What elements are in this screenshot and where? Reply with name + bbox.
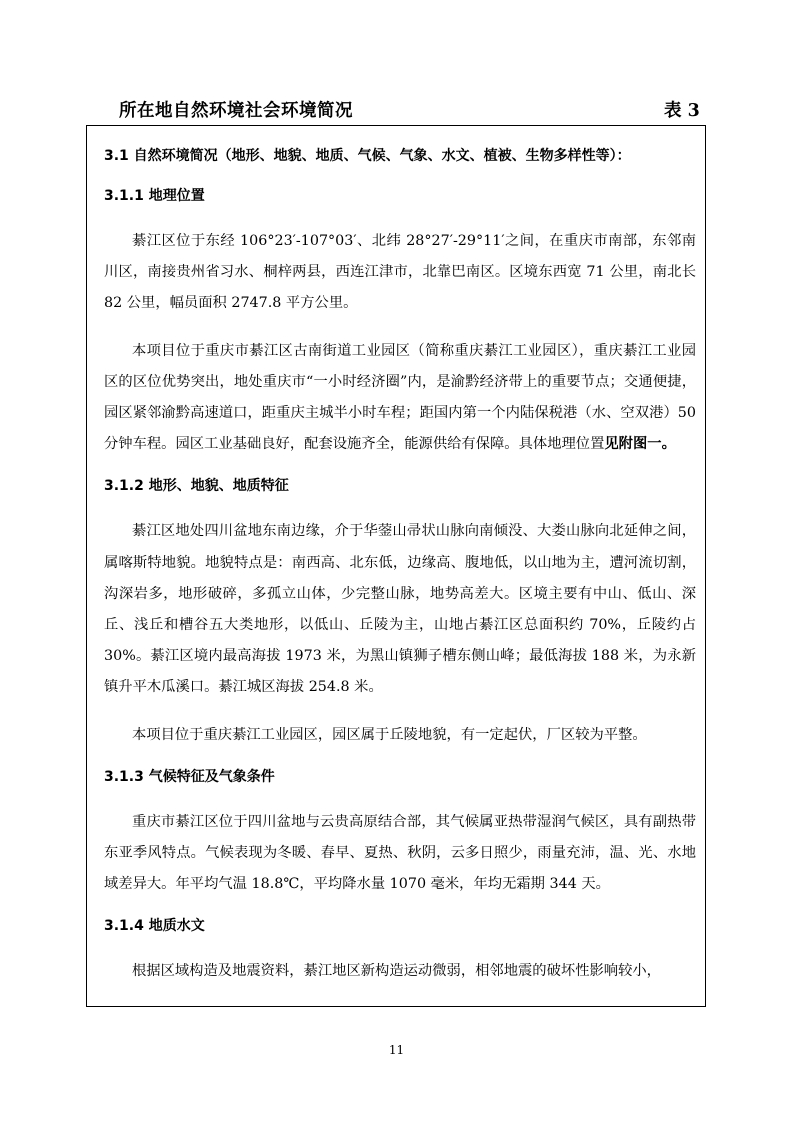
page-title: 所在地自然环境社会环境简况 [119,101,353,121]
terrain-heading: 3.1.2 地形、地貌、地质特征 [104,478,289,495]
location-paragraph-2 [104,336,696,461]
terrain-paragraph-1: 綦江区地处四川盆地东南边缘，介于华蓥山帚状山脉向南倾没、大娄山脉向北延伸之间，属喀斯特地貌。地貌特点是：南西高、北东低，边缘高、腹地低，以山地为主，遭河流切割，沟深岩多，地形破碎，多孤立山体，少完整山脉，地势高差大。区境主要有中山、低山、深丘、浅丘和槽谷五大类地形，以低山、丘陵为主，山地占綦江区总面积约 70%，丘陵约占 30%。綦江区境内最高海拔 1973 米，为黑山镇狮子槽东侧山峰；最低海拔 188 米，为永新镇升平木瓜溪口。綦江城区海拔 254.8 米。 [104,523,696,696]
terrain-paragraph-2: 本项目位于重庆綦江工业园区，园区属于丘陵地貌，有一定起伏，厂区较为平整。 [132,726,647,743]
climate-heading: 3.1.3 气候特征及气象条件 [104,768,275,785]
hydro-paragraph-1: 根据区域构造及地震资料，綦江地区新构造运动微弱，相邻地震的破坏性影响较小， [132,963,661,980]
location-heading: 3.1.1 地理位置 [104,188,205,204]
table-label: 表 3 [664,101,700,121]
location-paragraph-1: 綦江区位于东经 106°23′-107°03′、北纬 28°27′-29°11′之间，在重庆市南部，东邻南川区，南接贵州省习水、桐梓两县，西连江津市，北靠巴南区。区境东西宽 71 公里，南北长 82 公里，幅员面积 2747.8 平方公里。 [104,233,696,312]
section-heading: 3.1 自然环境简况（地形、地貌、地质、气候、气象、水文、植被、生物多样性等）： [104,148,631,164]
climate-paragraph-1: 重庆市綦江区位于四川盆地与云贵高原结合部，其气候属亚热带湿润气候区，具有副热带东亚季风特点。气候表现为冬暖、春早、夏热、秋阴，云多日照少，雨量充沛，温、光、水地域差异大。年平均气温 18.8℃，平均降水量 1070 毫米，年均无霜期 344 天。 [104,813,696,893]
page-number: 11 [388,1043,405,1057]
hydro-heading: 3.1.4 地质水文 [104,918,205,935]
location-figure-reference: 见附图一。 [604,436,676,453]
location-paragraph-2-text: 本项目位于重庆市綦江区古南街道工业园区（简称重庆綦江工业园区），重庆綦江工业园区的区位优势突出，地处重庆市“一小时经济圈”内，是渝黔经济带上的重要节点；交通便捷，园区紧邻渝黔高速道口，距重庆主城半小时车程；距国内第一个内陆保税港（水、空双港）50 分钟车程。园区工业基础良好，配套设施齐全，能源供给有保障。具体地理位置 [104,342,696,453]
table-content [104,146,696,1004]
